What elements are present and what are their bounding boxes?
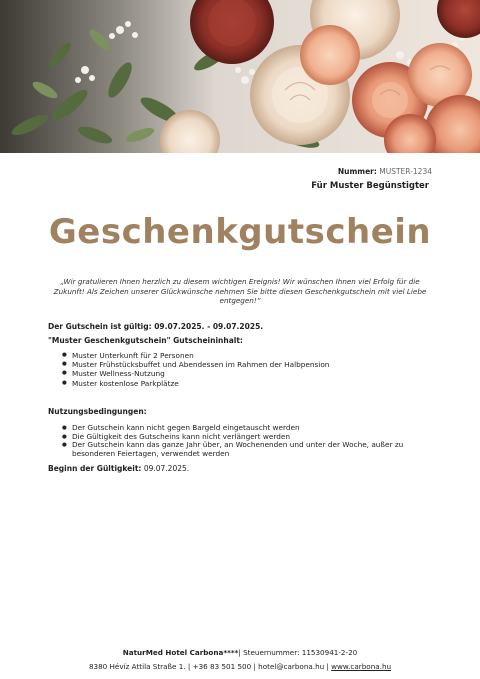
- validity-start-value: 09.07.2025.: [143, 464, 190, 473]
- list-item: ● Muster Unterkunft für 2 Personen: [62, 351, 329, 360]
- beneficiary: Für Muster Begünstigter: [311, 181, 429, 191]
- list-item: ● Muster Wellness-Nutzung: [62, 369, 329, 378]
- content-heading: "Muster Geschenkgutschein" Gutscheininhalt:: [48, 336, 243, 345]
- list-item: ● Muster Frühstücksbuffet und Abendessen im Rahmen der Halbpension: [62, 360, 329, 369]
- voucher-number-value: MUSTER-1234: [379, 167, 432, 176]
- validity-period: Der Gutschein ist gültig: 09.07.2025. - 09.07.2025.: [48, 322, 264, 331]
- list-item: ● Muster kostenlose Parkplätze: [62, 379, 329, 388]
- tax-number: | Steuernummer: 11530941-2-20: [238, 648, 358, 657]
- terms-heading: Nutzungsbedingungen:: [48, 407, 147, 416]
- list-item: ● Der Gutschein kann das ganze Jahr über, an Wochenenden und unter der Woche, außer zu besonderen Feiertagen, verwendet werden: [62, 441, 422, 458]
- terms-list: [62, 424, 422, 458]
- validity-start-label: Beginn der Gültigkeit:: [48, 464, 142, 473]
- footer-contact-line: [0, 662, 480, 671]
- website-link[interactable]: www.carbona.hu: [331, 662, 392, 671]
- list-item: ● Die Gültigkeit des Gutscheins kann nicht verlängert werden: [62, 433, 422, 442]
- page-title: Geschenkgutschein: [48, 212, 432, 252]
- greeting-quote: „Wir gratulieren Ihnen herzlich zu diesem wichtigen Ereignis! Wir wünschen Ihnen viel Erfolg für die Zukunft! Als Zeichen unserer Glückwünsche nehmen Sie bitte diesen Geschenkgutschein mit viel Liebe entgegen!”: [53, 277, 427, 306]
- voucher-number-label: Nummer:: [337, 167, 377, 176]
- list-item: ● Der Gutschein kann nicht gegen Bargeld eingetauscht werden: [62, 424, 422, 433]
- footer-hotel-line: [0, 648, 480, 657]
- contact-info: 8380 Hévíz Attila Straße 1. | +36 83 501 500 | hotel@carbona.hu |: [88, 662, 332, 671]
- validity-start: [48, 464, 189, 473]
- content-list: [62, 351, 329, 388]
- hero-image: [0, 0, 480, 153]
- voucher-number: [338, 167, 432, 176]
- hotel-name: NaturMed Hotel Carbona****: [122, 648, 239, 657]
- flower-bouquet-illustration: [0, 0, 480, 153]
